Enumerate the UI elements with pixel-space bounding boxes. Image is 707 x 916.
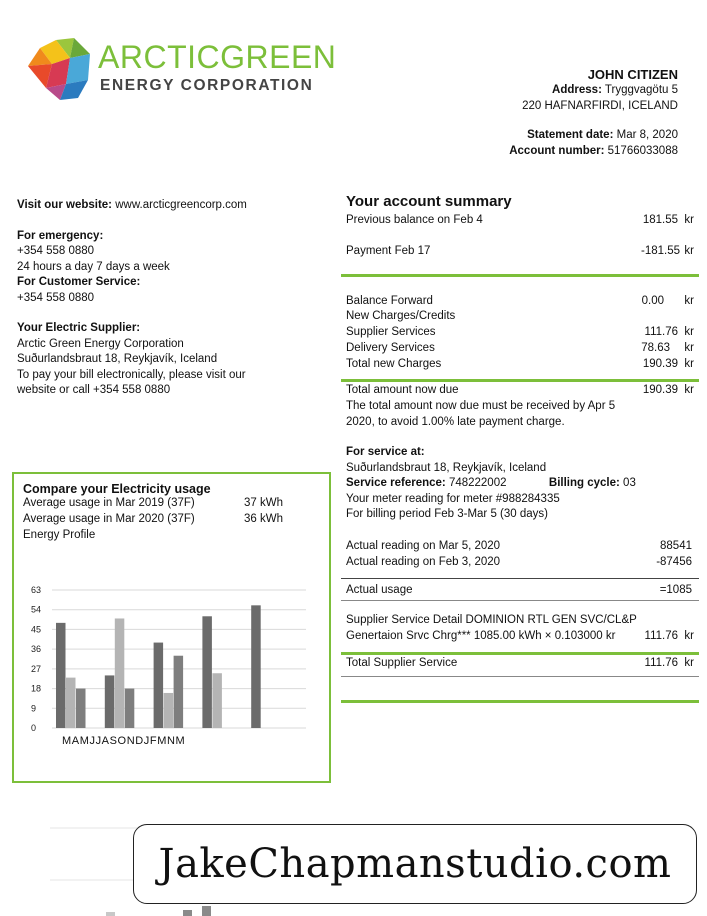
payment-amount: -181.55 <box>640 245 680 257</box>
service-ref-label: Service reference: <box>346 477 446 489</box>
avg-2020-label: Average usage in Mar 2020 (37F) <box>23 513 195 525</box>
due-note-line1: The total amount now due must be received by Apr 5 <box>346 400 616 412</box>
service-ref-line <box>346 476 694 492</box>
supplier-services-row <box>346 325 694 340</box>
actual-reading-1-row <box>346 539 694 554</box>
divider <box>341 676 699 677</box>
watermark-text: JakeChapmanstudio.com <box>158 841 672 887</box>
new-charges-row <box>346 309 694 324</box>
emergency-hours: 24 hours a day 7 days a week <box>17 260 170 273</box>
delivery-services-amount: 78.63 <box>641 342 670 354</box>
billing-cycle-value: 03 <box>623 477 636 489</box>
actual-usage-row <box>346 583 694 598</box>
logo-mark-icon <box>26 36 94 102</box>
y-tick-label: 27 <box>31 663 42 674</box>
contact-info <box>17 198 327 399</box>
currency: kr <box>684 326 694 338</box>
y-tick-label: 45 <box>31 624 42 635</box>
customer-address-line2: 220 HAFNARFIRDI, ICELAND <box>522 99 678 112</box>
statement-date-value: Mar 8, 2020 <box>616 129 678 141</box>
due-note <box>346 399 646 430</box>
previous-balance-label: Previous balance on Feb 4 <box>346 214 483 226</box>
address-label: Address: <box>552 84 602 96</box>
bar-jfm-s2 <box>212 673 222 728</box>
avg-2019-value: 37 kWh <box>244 497 283 509</box>
currency: kr <box>684 630 694 642</box>
energy-profile-label: Energy Profile <box>23 529 96 541</box>
divider <box>341 652 699 655</box>
emergency-phone: +354 558 0880 <box>17 245 95 257</box>
supplier-detail-row <box>346 629 694 644</box>
new-charges-label: New Charges/Credits <box>346 310 456 322</box>
total-new-charges-amount: 190.39 <box>642 358 678 370</box>
supplier-address: Suðurlandsbraut 18, Reykjavík, Iceland <box>17 353 218 365</box>
actual-reading-2-value: -87456 <box>656 556 692 568</box>
customer-block <box>378 67 678 159</box>
bar-ond-s1 <box>154 643 164 728</box>
divider <box>341 379 699 382</box>
actual-reading-2-label: Actual reading on Feb 3, 2020 <box>346 556 501 568</box>
statement-date <box>378 128 678 144</box>
supplier-detail-line1: Supplier Service Detail DOMINION RTL GEN SVC/CL&P <box>346 614 637 626</box>
ghost-bar <box>183 910 192 916</box>
delivery-services-row <box>346 341 694 356</box>
currency: kr <box>684 384 694 396</box>
actual-reading-2-row <box>346 555 694 570</box>
account-number-value: 51766033088 <box>607 144 678 157</box>
company-logo <box>26 36 337 102</box>
service-ref-value: 748222002 <box>448 477 507 489</box>
total-due-row <box>346 383 694 398</box>
service-block <box>346 445 694 523</box>
website-label: Visit our website: <box>17 199 113 211</box>
y-tick-label: 36 <box>31 644 42 655</box>
currency: kr <box>684 214 694 226</box>
supplier-name: Arctic Green Energy Corporation <box>17 337 184 350</box>
previous-balance-row <box>346 213 694 228</box>
supplier-services-label: Supplier Services <box>346 326 436 338</box>
ghost-bar <box>106 912 115 916</box>
actual-usage-label: Actual usage <box>346 584 413 596</box>
total-supplier-label: Total Supplier Service <box>346 657 458 669</box>
account-number-label: Account number: <box>509 144 605 157</box>
logo-subtitle: ENERGY CORPORATION <box>100 77 314 94</box>
total-new-charges-row <box>346 357 694 372</box>
bar-ond-s2 <box>164 693 174 728</box>
y-tick-label: 0 <box>31 723 37 733</box>
currency: kr <box>684 342 694 354</box>
total-new-charges-label: Total new Charges <box>346 358 442 370</box>
meter-line: Your meter reading for meter #988284335 <box>346 492 560 505</box>
y-tick-label: 54 <box>31 604 42 615</box>
supplier-services-amount: 111.76 <box>644 326 678 338</box>
service-at-label: For service at: <box>346 446 425 458</box>
total-due-amount: 190.39 <box>642 384 678 396</box>
customer-name: JOHN CITIZEN <box>587 67 678 82</box>
usage-bar-chart <box>14 572 325 752</box>
y-tick-label: 18 <box>31 683 42 694</box>
bar-mam-s3 <box>76 689 86 728</box>
website-link[interactable]: www.arcticgreencorp.com <box>115 199 247 211</box>
currency: kr <box>684 245 694 257</box>
previous-balance-amount: 181.55 <box>642 214 678 226</box>
watermark-banner <box>133 824 697 904</box>
bar-ond-s3 <box>174 656 184 728</box>
usage-comparison-box <box>12 472 331 783</box>
actual-reading-1-label: Actual reading on Mar 5, 2020 <box>346 540 501 552</box>
balance-forward-amount: 0.00 <box>641 295 664 307</box>
x-tick-labels: MAMJJASONDJFMNM <box>62 735 186 747</box>
bar-jjas-s1 <box>105 675 115 728</box>
emergency-label: For emergency: <box>17 229 104 242</box>
currency: kr <box>684 295 694 307</box>
balance-forward-label: Balance Forward <box>346 295 433 307</box>
divider <box>341 600 699 601</box>
supplier-detail <box>346 613 694 629</box>
due-note-line2: 2020, to avoid 1.00% late payment charge. <box>346 415 565 428</box>
divider <box>341 578 699 579</box>
website-line <box>17 198 327 214</box>
bar-mam-s2 <box>66 678 76 728</box>
divider <box>341 700 699 703</box>
bar-nm-s1 <box>251 605 261 728</box>
pay-info-line2: website or call +354 558 0880 <box>17 384 171 396</box>
bar-jfm-s1 <box>202 616 212 728</box>
address-value: Tryggvagötu 5 <box>604 84 678 96</box>
account-number <box>378 144 678 160</box>
delivery-services-label: Delivery Services <box>346 342 435 354</box>
pay-info-line1: To pay your bill electronically, please visit our <box>17 368 246 381</box>
total-due-label: Total amount now due <box>346 384 459 396</box>
statement-date-label: Statement date: <box>527 129 614 141</box>
customer-service-label: For Customer Service: <box>17 276 141 288</box>
y-tick-label: 9 <box>31 703 37 714</box>
ghost-bar <box>202 906 211 916</box>
logo-word-green: GREEN <box>220 39 337 75</box>
total-supplier-row <box>346 656 694 671</box>
logo-wordmark <box>98 39 337 75</box>
actual-reading-1-value: 88541 <box>660 540 692 552</box>
customer-address-line1 <box>378 83 678 99</box>
payment-row <box>346 244 694 259</box>
actual-usage-value: =1085 <box>659 584 692 596</box>
balance-forward-row <box>346 294 694 309</box>
supplier-detail-amount: 111.76 <box>644 630 678 642</box>
total-supplier-amount: 111.76 <box>644 657 678 669</box>
service-address: Suðurlandsbraut 18, Reykjavík, Iceland <box>346 461 547 474</box>
summary-title: Your account summary <box>346 193 512 210</box>
currency: kr <box>684 358 694 370</box>
logo-word-arctic: ARCTIC <box>98 39 221 75</box>
customer-service-phone: +354 558 0880 <box>17 291 95 304</box>
billing-period-line: For billing period Feb 3-Mar 5 (30 days) <box>346 508 548 520</box>
usage-title: Compare your Electricity usage <box>23 482 211 496</box>
supplier-label: Your Electric Supplier: <box>17 322 141 334</box>
divider <box>341 274 699 277</box>
avg-2019-label: Average usage in Mar 2019 (37F) <box>23 497 195 509</box>
bar-jjas-s2 <box>115 618 125 728</box>
bar-jjas-s3 <box>125 689 135 728</box>
billing-cycle-label: Billing cycle: <box>548 477 620 489</box>
y-tick-label: 63 <box>31 585 42 595</box>
supplier-detail-line2: Genertaion Srvc Chrg*** 1085.00 kWh × 0.103000 kr <box>346 630 616 642</box>
payment-label: Payment Feb 17 <box>346 245 431 257</box>
bar-mam-s1 <box>56 623 66 728</box>
avg-2020-value: 36 kWh <box>244 513 283 525</box>
currency: kr <box>684 657 694 669</box>
